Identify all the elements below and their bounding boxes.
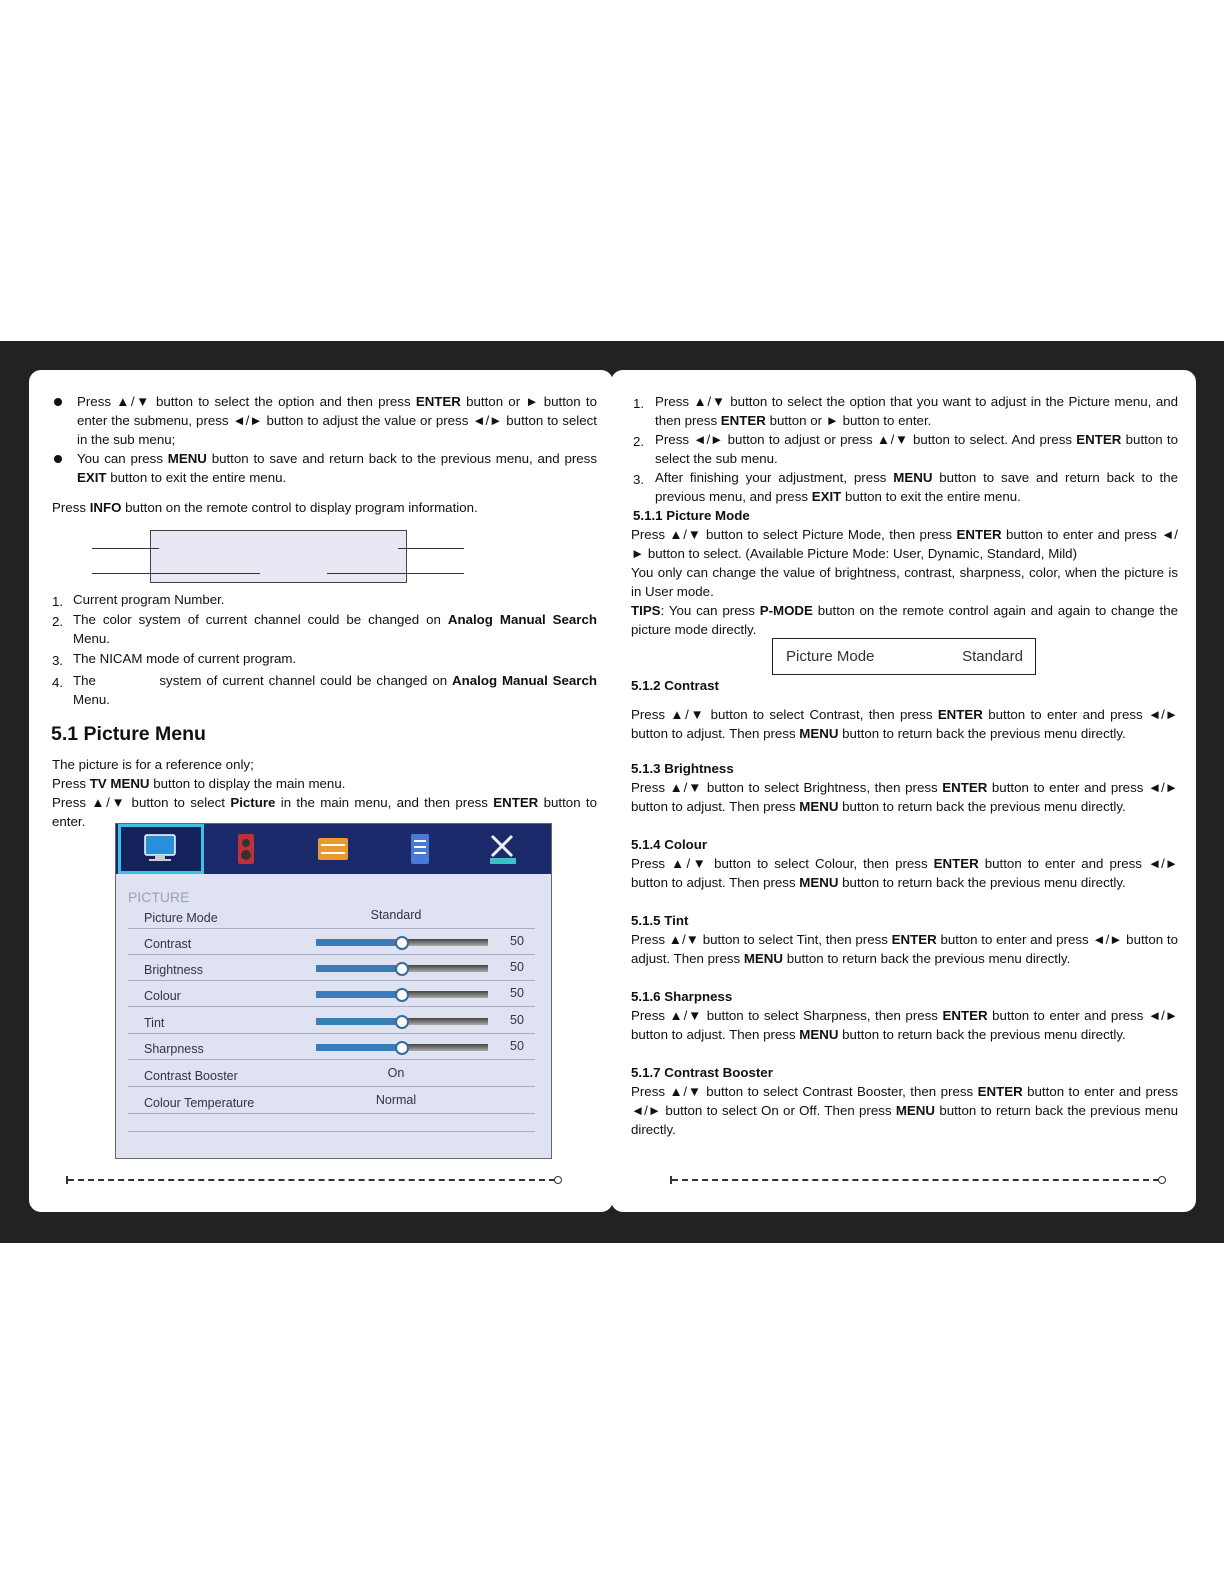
subsection-title: 5.1.7 Contrast Booster — [631, 1065, 773, 1080]
intro-line-2: Press TV MENU button to display the main menu. — [52, 776, 346, 791]
step-num: 1. — [633, 396, 645, 411]
slider-knob — [395, 1015, 409, 1029]
subsection-text: Press ▲/▼ button to select Brightness, then press ENTER button to enter and press ◄/► button to adjust. Then press MENU button to return back the previous menu directly. — [631, 780, 1178, 814]
sliders-icon — [290, 824, 376, 874]
tv-row-label: Picture Mode — [144, 911, 218, 925]
list-num: 4. — [52, 675, 64, 690]
slider-track — [402, 991, 488, 998]
tools-icon — [462, 824, 548, 874]
slider-knob — [395, 1041, 409, 1055]
info-line: Press INFO button on the remote control to display program information. — [52, 500, 478, 515]
section-heading: 5.1 Picture Menu — [51, 723, 206, 745]
subsection-text: Press ▲/▼ button to select Colour, then press ENTER button to enter and press ◄/► button to adjust. Then press MENU button to return back the previous menu directly. — [631, 856, 1179, 890]
tv-row-divider — [128, 1113, 535, 1114]
slider-knob — [395, 936, 409, 950]
subsection-title: 5.1.6 Sharpness — [631, 989, 733, 1004]
picture-mode-osd-box — [772, 638, 1036, 675]
slider-fill — [316, 1044, 402, 1051]
list-item-4: The system of current channel could be changed on Analog Manual Search Menu. — [73, 673, 601, 707]
list-item-2: The color system of current channel could be changed on Analog Manual Search Menu. — [73, 612, 597, 646]
tv-row-label: Brightness — [144, 963, 204, 977]
list-num: 3. — [52, 653, 64, 668]
step-1: Press ▲/▼ button to select the option that you want to adjust in the Picture menu, and then press ENTER button or ► button to enter. — [655, 394, 1179, 428]
tv-row-value: Standard — [370, 908, 422, 922]
tv-row-divider — [128, 954, 535, 955]
footer-dashed-rule — [68, 1179, 555, 1181]
monitor-icon — [121, 827, 201, 871]
tab-picture — [118, 824, 204, 874]
tv-row-divider — [128, 980, 535, 981]
subsection-title: 5.1.4 Colour — [631, 837, 708, 852]
tv-row-divider — [128, 1059, 535, 1060]
tv-row-label: Colour Temperature — [144, 1096, 255, 1110]
tv-row-label: Tint — [144, 1016, 165, 1030]
tv-menu-tabs — [116, 824, 551, 874]
tab-channel — [376, 824, 462, 874]
list-item-3: The NICAM mode of current program. — [73, 651, 297, 666]
tv-row-value: Normal — [375, 1093, 417, 1107]
tv-row-label: Contrast Booster — [144, 1069, 238, 1083]
slider-track — [402, 1044, 488, 1051]
subsection-text: Press ▲/▼ button to select Tint, then press ENTER button to enter and press ◄/► button to adjust. Then press MENU button to return back the previous menu directly. — [631, 932, 1179, 966]
slider-value: 50 — [510, 934, 524, 948]
tab-setup — [290, 824, 376, 874]
bullet-1-text: Press ▲/▼ button to select the option and then press ENTER button or ► button to enter the submenu, press ◄/► button to adjust the value or press ◄/► button to select in the sub menu; — [77, 394, 598, 447]
bullet-2-text: You can press MENU button to save and return back to the previous menu, and press EXIT button to exit the entire menu. — [77, 451, 597, 485]
callout-line — [92, 573, 260, 574]
step-num: 3. — [633, 472, 645, 487]
slider-fill — [316, 939, 402, 946]
subsection-title: 5.1.1 Picture Mode — [633, 508, 750, 523]
list-num: 1. — [52, 594, 64, 609]
bullet-marker — [54, 455, 62, 463]
slider-fill — [316, 1018, 402, 1025]
tv-menu-title: PICTURE — [128, 889, 190, 905]
tips-text: TIPS: You can press P-MODE button on the remote control again and again to change the picture mode directly. — [631, 603, 1178, 637]
slider-value: 50 — [510, 1013, 524, 1027]
slider-knob — [395, 988, 409, 1002]
info-diagram-box — [150, 530, 407, 583]
subsection-title: 5.1.2 Contrast — [631, 678, 719, 693]
tv-row-value: On — [387, 1066, 405, 1080]
footer-rule-end — [554, 1176, 562, 1184]
slider-track — [402, 939, 488, 946]
list-icon — [376, 824, 462, 874]
tv-row-divider — [128, 928, 535, 929]
slider-fill — [316, 965, 402, 972]
tv-row-divider — [128, 1131, 535, 1132]
picture-mode-note: You only can change the value of brightness, contrast, sharpness, color, when the picture is in User mode. — [631, 565, 1178, 599]
speaker-icon — [204, 824, 290, 874]
subsection-text: Press ▲/▼ button to select Sharpness, then press ENTER button to enter and press ◄/► button to adjust. Then press MENU button to return back the previous menu directly. — [631, 1008, 1179, 1042]
step-3: After finishing your adjustment, press MENU button to save and return back to the previous menu, and press EXIT button to exit the entire menu. — [655, 470, 1178, 504]
subsection-text: Press ▲/▼ button to select Contrast Booster, then press ENTER button to enter and press ◄/► button to select On or Off. Then press MENU button to return back the previous menu directly. — [631, 1084, 1179, 1137]
picture-mode-text: Press ▲/▼ button to select Picture Mode, then press ENTER button to enter and press ◄/► button to select. (Available Picture Mode: User, Dynamic, Standard, Mild) — [631, 527, 1178, 561]
callout-line — [92, 548, 159, 549]
slider-value: 50 — [510, 1039, 524, 1053]
osd-value: Standard — [962, 648, 1023, 665]
tv-row-label: Contrast — [144, 937, 192, 951]
step-num: 2. — [633, 434, 645, 449]
footer-dashed-rule — [672, 1179, 1159, 1181]
tv-row-label: Colour — [144, 989, 181, 1003]
osd-label: Picture Mode — [786, 648, 875, 665]
subsection-title: 5.1.3 Brightness — [631, 761, 734, 776]
slider-track — [402, 1018, 488, 1025]
tv-row-divider — [128, 1086, 535, 1087]
list-num: 2. — [52, 614, 64, 629]
callout-line — [398, 548, 464, 549]
tv-picture-menu-screenshot — [115, 823, 552, 1159]
subsection-title: 5.1.5 Tint — [631, 913, 689, 928]
tab-sound — [204, 824, 290, 874]
bullet-marker — [54, 398, 62, 406]
tv-row-label: Sharpness — [144, 1042, 204, 1056]
slider-fill — [316, 991, 402, 998]
tv-row-divider — [128, 1033, 535, 1034]
step-2: Press ◄/► button to adjust or press ▲/▼ button to select. And press ENTER button to select the sub menu. — [655, 432, 1178, 466]
intro-line-3: Press ▲/▼ button to select Picture in the main menu, and then press ENTER button to enter. — [52, 795, 598, 829]
slider-value: 50 — [510, 960, 524, 974]
footer-rule-end — [1158, 1176, 1166, 1184]
slider-knob — [395, 962, 409, 976]
subsection-text: Press ▲/▼ button to select Contrast, then press ENTER button to enter and press ◄/► button to adjust. Then press MENU button to return back the previous menu directly. — [631, 707, 1179, 741]
slider-track — [402, 965, 488, 972]
tv-row-divider — [128, 1006, 535, 1007]
callout-line — [327, 573, 464, 574]
intro-line-1: The picture is for a reference only; — [52, 757, 254, 772]
list-item-1: Current program Number. — [73, 592, 225, 607]
tab-tools — [462, 824, 548, 874]
slider-value: 50 — [510, 986, 524, 1000]
